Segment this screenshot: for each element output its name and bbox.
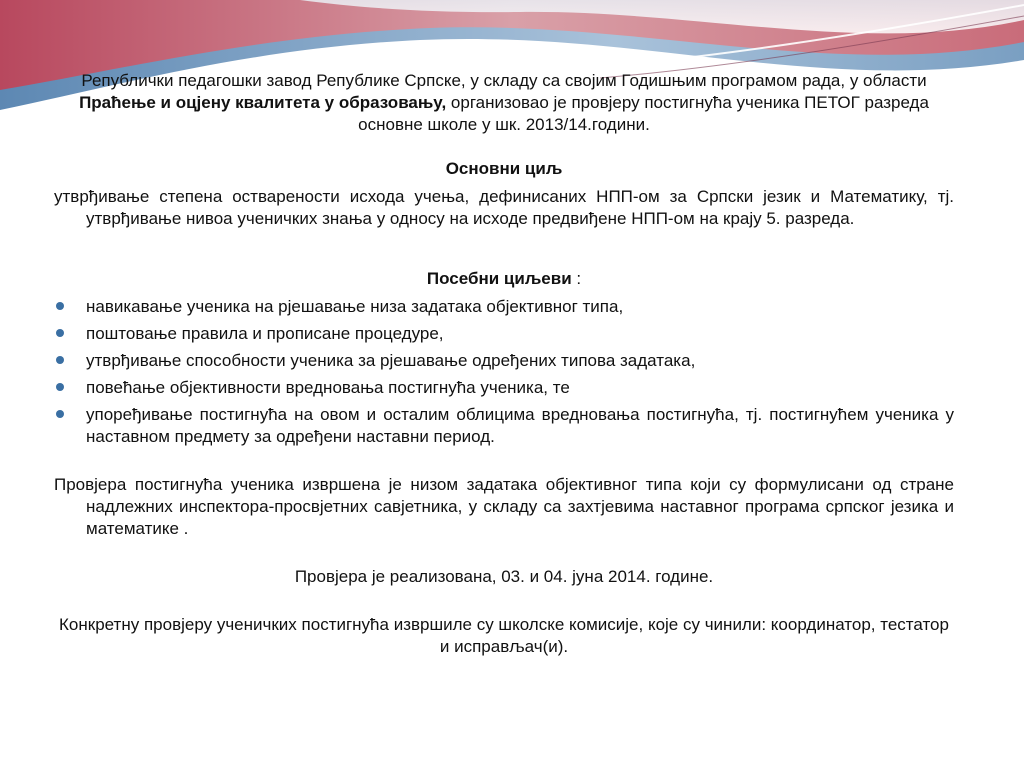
list-item-text: повећање објективности вредновања постигнућа ученика, те xyxy=(86,378,570,397)
list-item-text: утврђивање способности ученика за рјешавање одређених типова задатака, xyxy=(86,351,696,370)
specific-goals-title: Посебни циљеви xyxy=(426,269,572,288)
list-item xyxy=(54,296,954,318)
bullet-icon xyxy=(56,302,64,310)
list-item xyxy=(54,377,954,399)
main-goal-text: утврђивање степена остварености исхода учења, дефинисаних НПП-ом за Српски језик и Математику, тј. утврђивање нивоа ученичких знања у односу на исходе предвиђене НПП-ом на крају 5. разреда. xyxy=(54,187,954,228)
list-item-text: навикавање ученика на рјешавање низа задатака објективног типа, xyxy=(86,297,624,316)
main-goal-title: Основни циљ xyxy=(445,159,563,178)
list-item xyxy=(54,350,954,372)
bullet-icon xyxy=(56,356,64,364)
intro-bold-phrase: Праћење и оцјену квалитета у образовању, xyxy=(79,93,447,112)
date-paragraph: Провјера је реализована, 03. и 04. јуна 2014. године. xyxy=(294,567,714,586)
method-paragraph: Провјера постигнућа ученика извршена је низом задатака објективног типа који су формулисани од стране надлежних инспектора-просвјетних савјетника, у складу са захтјевима наставног програма српског језика и математике . xyxy=(54,475,954,538)
intro-paragraph xyxy=(54,70,954,136)
list-item xyxy=(54,404,954,448)
specific-goals-list xyxy=(54,296,954,448)
bullet-icon xyxy=(56,329,64,337)
slide-content xyxy=(54,70,954,658)
specific-goals-title-suffix: : xyxy=(571,269,582,288)
closing-paragraph: Конкретну провјеру ученичких постигнућа извршиле су школске комисије, које су чинили: координатор, тестатор и исправљач(и). xyxy=(59,615,949,656)
list-item-text: поштовање правила и прописане процедуре, xyxy=(86,324,444,343)
bullet-icon xyxy=(56,410,64,418)
intro-text-end: организовао је провјеру постигнућа ученика ПЕТОГ разреда основне школе у шк. 2013/14.години. xyxy=(358,93,929,134)
list-item xyxy=(54,323,954,345)
bullet-icon xyxy=(56,383,64,391)
intro-text-start: Републички педагошки завод Републике Српске, у складу са својим Годишњим програмом рада, у области xyxy=(81,71,927,90)
specific-goals-heading xyxy=(54,268,954,290)
list-item-text: упоређивање постигнућа на овом и осталим облицима вредновања постигнућа, тј. постигнућем ученика у наставном предмету за одређени наставни период. xyxy=(86,405,954,446)
